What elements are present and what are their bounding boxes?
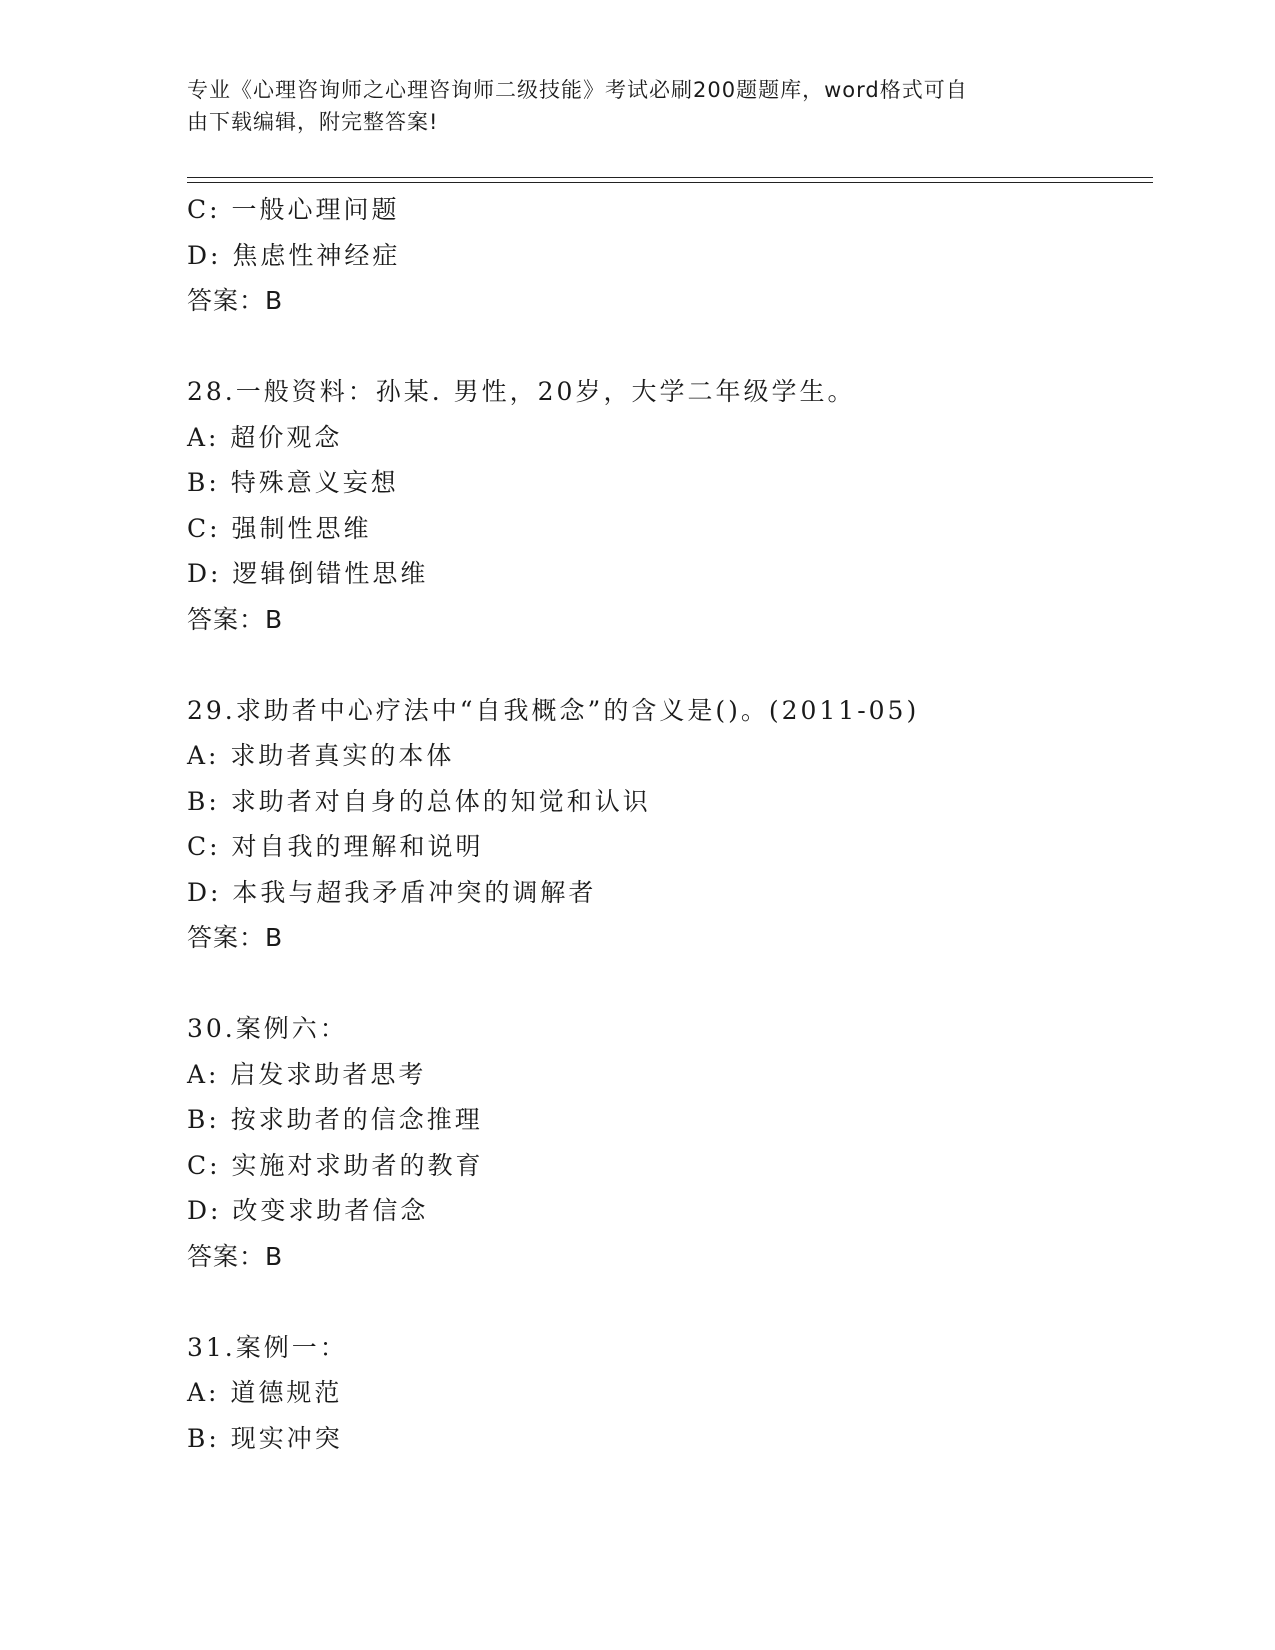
header-line-2: 由下载编辑，附完整答案! [187,110,439,134]
spacer [187,324,1147,370]
question-29 [187,688,1147,961]
option-b: B: 现实冲突 [187,1423,343,1453]
option-a: A: 超价观念 [187,422,343,452]
option-c: C: 强制性思维 [187,513,372,543]
option-b: B: 按求助者的信念推理 [187,1105,483,1134]
question-text: 29.求助者中心疗法中“自我概念”的含义是()。(2011-05) [187,695,920,725]
answer: 答案：B [187,286,284,315]
question-28 [187,369,1147,642]
question-30 [187,1006,1147,1279]
option-c: C: 对自我的理解和说明 [187,832,484,861]
option-a: A: 道德规范 [187,1378,343,1407]
header-line-1: 专业《心理咨询师之心理咨询师二级技能》考试必刷200题题库，word格式可自 [187,78,968,102]
option-c: C: 实施对求助者的教育 [187,1150,484,1180]
question-text: 31.案例一： [187,1332,348,1362]
header-divider-top [187,177,1153,178]
option-c: C: 一般心理问题 [187,195,400,224]
option-a: A: 启发求助者思考 [187,1059,427,1089]
question-list [187,187,1147,1461]
option-d: D: 本我与超我矛盾冲突的调解者 [187,877,597,907]
spacer [187,1279,1147,1325]
option-d: D: 焦虑性神经症 [187,240,401,270]
answer: 答案：B [187,923,284,952]
question-27 [187,187,1147,324]
answer: 答案：B [187,1241,284,1271]
header-divider-bottom [187,182,1153,183]
answer: 答案：B [187,604,284,634]
option-d: D: 改变求助者信念 [187,1196,429,1225]
question-31 [187,1325,1147,1462]
option-b: B: 特殊意义妄想 [187,468,399,497]
option-a: A: 求助者真实的本体 [187,741,455,770]
option-d: D: 逻辑倒错性思维 [187,559,429,588]
document-header [187,74,1067,138]
question-text: 28.一般资料：孙某. 男性，20岁，大学二年级学生。 [187,377,856,406]
option-b: B: 求助者对自身的总体的知觉和认识 [187,786,651,816]
spacer [187,642,1147,688]
question-text: 30.案例六： [187,1014,348,1043]
spacer [187,961,1147,1007]
